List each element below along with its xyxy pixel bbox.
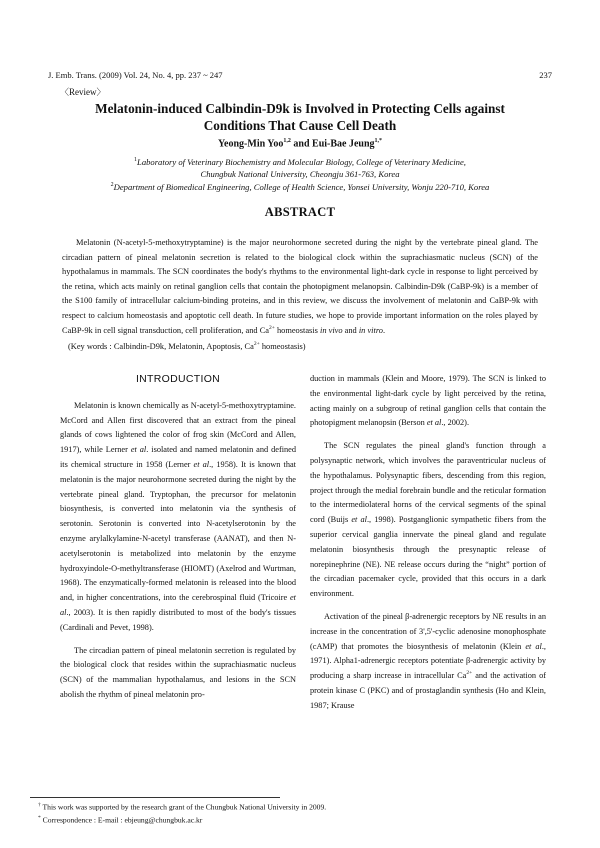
italic-term: et al [130,445,147,455]
keywords-text: homeostasis) [259,342,306,351]
abstract-text: . [382,325,386,335]
footnote-text: This work was supported by the research grant of the Chungbuk National University in 2009. [42,802,327,812]
footnote-correspondence [38,815,202,825]
italic-term: in vivo [320,325,343,335]
superscript: 2+ [466,670,473,677]
section-heading: INTRODUCTION [135,373,221,385]
page-number: 237 [539,70,552,80]
paragraph-text: The SCN regulates the pineal gland's function through a polysynaptic network, which involves the paraventricular nucleus of the hypothalamus. Polysynaptic fibers, descending from this region, project through the medial forebrain bundle and the reticular formation to the intermediolateral horns of the cervical segments of the spinal cord (Buijs [310,441,546,525]
abstract-text: homeostasis [274,325,320,335]
italic-term: in vitro [358,325,383,335]
author-list [0,138,600,149]
affiliation-text: Laboratory of Veterinary Biochemistry and Molecular Biology, College of Veterinary Medicine, [137,156,466,167]
paragraph-text: ., 2003). It is then rapidly distributed to most of the body's tissues (Cardinali and Pevet, 1998). [60,607,296,632]
affiliation-text: Chungbuk National University, Cheongju 361-763, Korea [200,168,400,179]
abstract-text: and [342,325,359,335]
italic-term: et al [60,593,296,617]
affiliation-number: 2 [110,182,114,188]
title-line-2: Conditions That Cause Cell Death [203,118,397,133]
superscript: 2+ [269,324,275,331]
author-conjunction: and [293,138,310,150]
paragraph [60,399,296,636]
paragraph-text: ., 1998). Postganglionic sympathetic fibers from the superior cervical ganglia innervate the pineal gland and regulate melatonin biosynthesis through the presynaptic release of norepinephrine (NE). NE release occurs during the “night” portion of the circadian pacemaker cycle, provided that this occurs in a dark environment. [310,515,546,599]
author-affiliation-mark: 1,* [374,138,383,144]
paragraph [310,439,546,602]
paragraph [310,610,546,714]
left-column [60,372,296,711]
superscript: 2+ [253,341,260,348]
affiliation-number: 1 [134,157,138,163]
italic-term: et al [525,641,542,651]
paragraph-text: Activation of the pineal β-adrenergic receptors by NE results in an increase in the concentration of 3',5'-cyclic adenosine monophosphate (cAMP) that promotes the biosynthesis of melatonin (Klein [310,611,546,651]
keywords [68,342,306,351]
abstract-text: Melatonin (N-acetyl-5-methoxytryptamine) is the major neurohormone secreted during the night by the vertebrate pineal gland. The circadian pattern of pineal melatonin secretion is related to the biological clock within the suprachiasmatic nucleus (SCN) of the hypothalamus in mammals. The SCN coordinates the body's rhythms to the environmental light-dark cycle in response to light perceived by the retina, which acts mainly on retinal ganglion cells that contain the photopigment melanopsin. Calbindin-D9k (CaBP-9k) is a member of the S100 family of intracellular calcium-binding proteins, and in this review, we discuss the involvement of melatonin and CaBP-9k with respect to calcium homeostasis and apoptotic cell death. In future studies, we hope to provide important information on the roles played by CaBP-9k in cell signal transduction, cell proliferation, and Ca [62,238,538,335]
abstract-body [62,236,538,338]
keywords-text: (Key words : Calbindin-D9k, Melatonin, Apoptosis, Ca [68,342,254,351]
author-name: Yeong-Min Yoo [217,138,284,150]
paragraph-text: ., 2002). [441,418,470,428]
affiliation-1 [60,154,540,180]
footnote-text: Correspondence : E-mail : ebjeung@chungbuk.ac.kr [42,815,203,825]
paragraph: The circadian pattern of pineal melatonin secretion is regulated by the biological clock that resides within the suprachiasmatic nucleus (SCN) of the mammalian hypothalamus, and lesions in the SCN abolish the rhythm of pineal melatonin pro- [60,645,296,699]
author-affiliation-mark: 1,2 [283,138,291,144]
paragraph-text: duction in mammals (Klein and Moore, 1979). The SCN is linked to the environmental light-dark cycle by light perceived by the retina, acting mainly on a subgroup of retinal ganglion cells that contain the photopigment melanopsin (Berson [310,374,546,428]
footnote-mark: * [38,815,41,821]
paragraph-text: . isolated and named melatonin and defined its chemical structure in 1958 (Lerner [60,445,296,469]
journal-citation: J. Emb. Trans. (2009) Vol. 24, No. 4, pp. 237 ~ 247 [48,70,223,80]
footnote-funding [38,802,326,812]
paragraph [310,372,546,431]
article-title [40,100,560,134]
author-name: Eui-Bae Jeung [312,138,375,150]
paragraph-text: Melatonin is known chemically as N-acetyl-5-methoxytryptamine. McCord and Allen first discovered that an extract from the pineal glands of cows lightened the color of frog skin (McCord and Allen, 1917), while Lerner [60,400,296,455]
italic-term: et al [193,459,210,469]
abstract-heading: ABSTRACT [264,205,336,219]
paragraph-text: ., 1971). Alpha1-adrenergic receptors potentiate β-adrenergic activity by producing a sharp increase in intracellular Ca [310,641,547,681]
footnote-mark: † [38,802,41,808]
title-line-1: Melatonin-induced Calbindin-D9k is Involved in Protecting Cells against [95,101,505,116]
italic-term: et al [351,515,367,525]
paragraph-text: and the activation of protein kinase C (PKC) and of prostaglandin synthesis (Ho and Klein, 1987; Krause [310,671,546,710]
affiliation-2 [40,179,560,193]
italic-term: et al [426,418,442,428]
article-type: 〈Review〉 [60,87,106,97]
paragraph-text: ., 1958). It is known that melatonin is the major neurohormone secreted during the night by the vertebrate pineal gland. Tryptophan, the precursor for melatonin biosynthesis, is converted into melatonin via the synthesis of serotonin. Serotonin is converted into N-acetylserotonin by the enzyme arylalkylamine-N-acetyl transferase (AANAT), and then N-acetylserotonin is metabolized into melatonin by the enzyme hydroxyindole-O-methyltransferase (HIOMT) (Axelrod and Wurtman, 1968). The enzymatically-formed melatonin is released into the blood and, in higher concentrations, into the cerebrospinal fluid (Tricoire [60,459,296,603]
affiliation-text: Department of Biomedical Engineering, College of Health Science, Yonsei University, Wonju 220-710, Korea [113,181,490,192]
footnote-divider [30,797,280,798]
right-column [310,372,546,722]
